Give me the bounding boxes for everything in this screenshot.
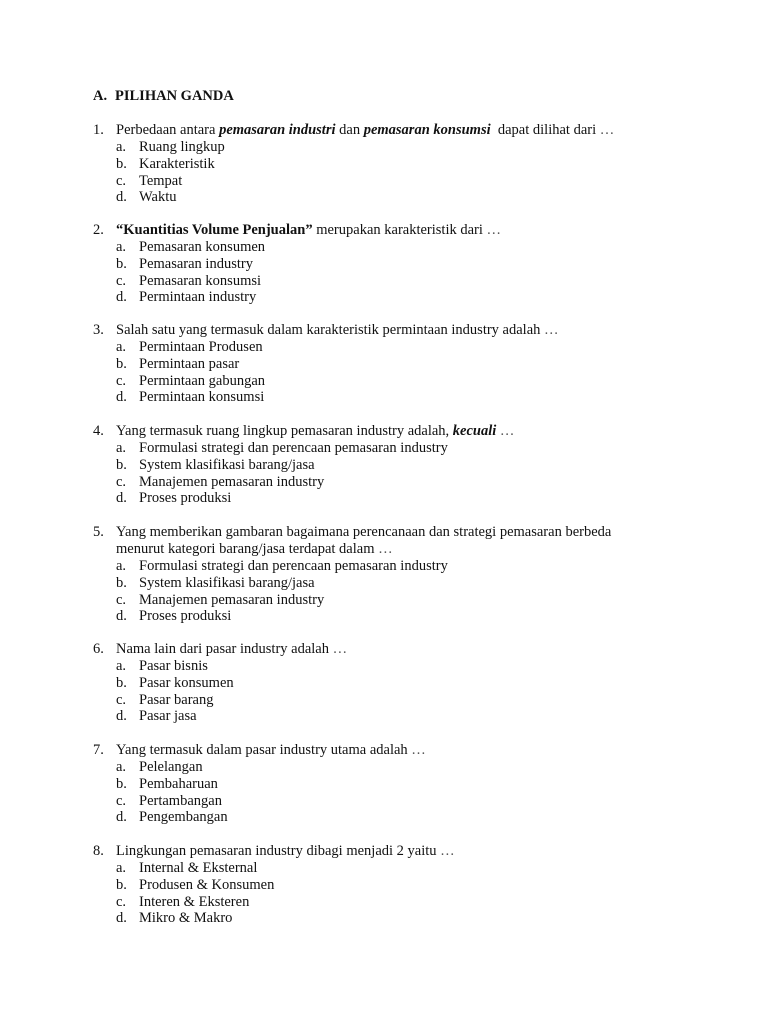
option-c — [93, 894, 693, 911]
option-a — [93, 339, 693, 356]
emphasis-term: kecuali — [452, 423, 497, 439]
emphasis-term: pemasaran industri — [219, 122, 336, 138]
question-text: Yang memberikan gambaran bagaimana perencanaan dan strategi pemasaran berbeda — [116, 524, 612, 540]
option-c — [93, 173, 693, 190]
ellipsis: … — [440, 843, 456, 859]
option-text: System klasifikasi barang/jasa — [139, 574, 315, 591]
option-text: Formulasi strategi dan perencaan pemasaran industry — [139, 558, 448, 574]
option-letter: c. — [116, 591, 127, 608]
question-7 — [93, 742, 693, 826]
option-text: Pasar jasa — [139, 708, 197, 725]
option-letter: b. — [116, 674, 127, 691]
option-letter: d. — [116, 910, 127, 927]
question-4-text — [93, 423, 693, 440]
options-list — [93, 759, 693, 826]
ellipsis: … — [411, 742, 427, 758]
option-text: Pelelangan — [139, 759, 203, 775]
question-number: 5. — [93, 524, 104, 540]
options-list — [93, 558, 693, 625]
option-text: Waktu — [139, 189, 177, 206]
option-letter: a. — [116, 860, 127, 876]
option-a — [93, 440, 693, 457]
options-list — [93, 860, 693, 927]
option-a — [93, 759, 693, 776]
ellipsis: … — [499, 423, 516, 439]
section-letter: A. — [93, 88, 108, 104]
option-letter: a. — [116, 339, 127, 355]
option-text: Permintaan pasar — [139, 355, 240, 372]
option-letter: b. — [116, 456, 127, 473]
ellipsis: … — [486, 222, 503, 238]
ellipsis: … — [599, 122, 616, 138]
option-text: Manajemen pemasaran industry — [139, 473, 325, 490]
emphasis-term: pemasaran konsumsi — [363, 122, 491, 138]
option-text: System klasifikasi barang/jasa — [139, 456, 315, 473]
options-list — [93, 658, 693, 725]
option-letter: c. — [116, 272, 127, 289]
option-letter: d. — [116, 490, 127, 507]
question-text: Yang termasuk dalam pasar industry utama adalah — [116, 742, 412, 758]
option-text: Ruang lingkup — [139, 139, 225, 155]
question-text: Yang termasuk ruang lingkup pemasaran industry adalah, — [116, 423, 453, 439]
option-text: Tempat — [139, 172, 183, 189]
option-text: Permintaan Produsen — [139, 339, 263, 355]
option-a — [93, 860, 693, 877]
option-b — [93, 156, 693, 173]
question-number: 1. — [93, 122, 104, 138]
option-letter: c. — [116, 473, 127, 490]
option-d — [93, 289, 693, 306]
option-letter: b. — [116, 775, 127, 792]
ellipsis: … — [332, 641, 349, 657]
option-letter: d. — [116, 289, 127, 306]
option-b — [93, 356, 693, 373]
option-letter: a. — [116, 239, 127, 255]
option-text: Produsen & Konsumen — [139, 876, 275, 893]
option-d — [93, 809, 693, 826]
option-d — [93, 389, 693, 406]
option-text: Formulasi strategi dan perencaan pemasaran industry — [139, 440, 448, 456]
option-d — [93, 910, 693, 927]
option-letter: b. — [116, 355, 127, 372]
question-8 — [93, 843, 693, 927]
option-b — [93, 776, 693, 793]
option-letter: b. — [116, 155, 127, 172]
options-list — [93, 239, 693, 306]
question-number: 6. — [93, 641, 104, 657]
option-letter: c. — [116, 172, 127, 189]
option-letter: d. — [116, 389, 127, 406]
option-d — [93, 708, 693, 725]
option-letter: b. — [116, 574, 127, 591]
option-text: Pemasaran industry — [139, 255, 253, 272]
option-letter: c. — [116, 792, 127, 809]
option-text: Pasar konsumen — [139, 674, 234, 691]
question-3 — [93, 322, 693, 406]
option-a — [93, 558, 693, 575]
option-letter: c. — [116, 372, 127, 389]
question-text: Nama lain dari pasar industry adalah — [116, 641, 333, 657]
option-text: Interen & Eksteren — [139, 893, 250, 910]
question-text: Salah satu yang termasuk dalam karakteristik permintaan industry adalah — [116, 322, 545, 338]
option-b — [93, 877, 693, 894]
option-text: Internal & Eksternal — [139, 860, 258, 876]
option-letter: b. — [116, 255, 127, 272]
question-text: Perbedaan antara — [116, 122, 220, 138]
option-letter: d. — [116, 608, 127, 625]
option-c — [93, 474, 693, 491]
question-5-text-line-2 — [93, 541, 693, 558]
option-letter: d. — [116, 708, 127, 725]
question-7-text — [93, 742, 693, 759]
question-2-text — [93, 222, 693, 239]
option-text: Pembaharuan — [139, 775, 218, 792]
section-heading — [93, 88, 234, 105]
option-text: Proses produksi — [139, 608, 232, 625]
question-text: merupakan karakteristik dari — [312, 222, 487, 238]
options-list — [93, 339, 693, 406]
question-number: 4. — [93, 423, 104, 439]
question-8-text — [93, 843, 693, 860]
option-text: Mikro & Makro — [139, 910, 233, 927]
option-text: Pasar barang — [139, 691, 214, 708]
options-list — [93, 440, 693, 507]
question-1 — [93, 122, 693, 206]
option-text: Proses produksi — [139, 490, 232, 507]
option-text: Pengembangan — [139, 809, 228, 826]
option-a — [93, 239, 693, 256]
option-a — [93, 139, 693, 156]
section-title: PILIHAN GANDA — [115, 88, 234, 104]
question-text: Lingkungan pemasaran industry dibagi menjadi 2 yaitu — [116, 843, 441, 859]
option-c — [93, 592, 693, 609]
options-list — [93, 139, 693, 206]
option-b — [93, 575, 693, 592]
option-text: Permintaan industry — [139, 289, 257, 306]
option-b — [93, 256, 693, 273]
option-text: Permintaan gabungan — [139, 372, 266, 389]
question-text: dapat dilihat dari — [490, 122, 600, 138]
question-number: 7. — [93, 742, 104, 758]
question-text: dan — [335, 122, 364, 138]
option-text: Pemasaran konsumsi — [139, 272, 262, 289]
option-b — [93, 457, 693, 474]
option-c — [93, 793, 693, 810]
option-c — [93, 273, 693, 290]
option-letter: a. — [116, 440, 127, 456]
question-1-text — [93, 122, 693, 139]
question-6 — [93, 641, 693, 725]
ellipsis: … — [544, 322, 560, 338]
option-d — [93, 490, 693, 507]
option-c — [93, 373, 693, 390]
option-a — [93, 658, 693, 675]
option-letter: a. — [116, 759, 127, 775]
question-6-text — [93, 641, 693, 658]
question-4 — [93, 423, 693, 507]
option-text: Pasar bisnis — [139, 658, 208, 674]
question-number: 8. — [93, 843, 104, 859]
question-number: 3. — [93, 322, 104, 338]
option-letter: d. — [116, 189, 127, 206]
emphasis-term: “Kuantitias Volume Penjualan” — [116, 222, 313, 238]
option-c — [93, 692, 693, 709]
option-text: Pertambangan — [139, 792, 222, 809]
question-2 — [93, 222, 693, 306]
option-letter: c. — [116, 893, 127, 910]
option-letter: d. — [116, 809, 127, 826]
option-text: Manajemen pemasaran industry — [139, 591, 325, 608]
ellipsis: … — [378, 541, 394, 557]
question-number: 2. — [93, 222, 104, 238]
option-letter: a. — [116, 658, 127, 674]
option-text: Karakteristik — [139, 155, 215, 172]
question-text: menurut kategori barang/jasa terdapat dalam — [116, 541, 379, 557]
option-d — [93, 608, 693, 625]
option-b — [93, 675, 693, 692]
question-5 — [93, 524, 693, 625]
option-text: Permintaan konsumsi — [139, 389, 265, 406]
question-5-text-line-1 — [93, 524, 693, 541]
question-3-text — [93, 322, 693, 339]
option-d — [93, 189, 693, 206]
option-letter: a. — [116, 558, 127, 574]
option-letter: c. — [116, 691, 127, 708]
option-letter: b. — [116, 876, 127, 893]
option-text: Pemasaran konsumen — [139, 239, 266, 255]
option-letter: a. — [116, 139, 127, 155]
